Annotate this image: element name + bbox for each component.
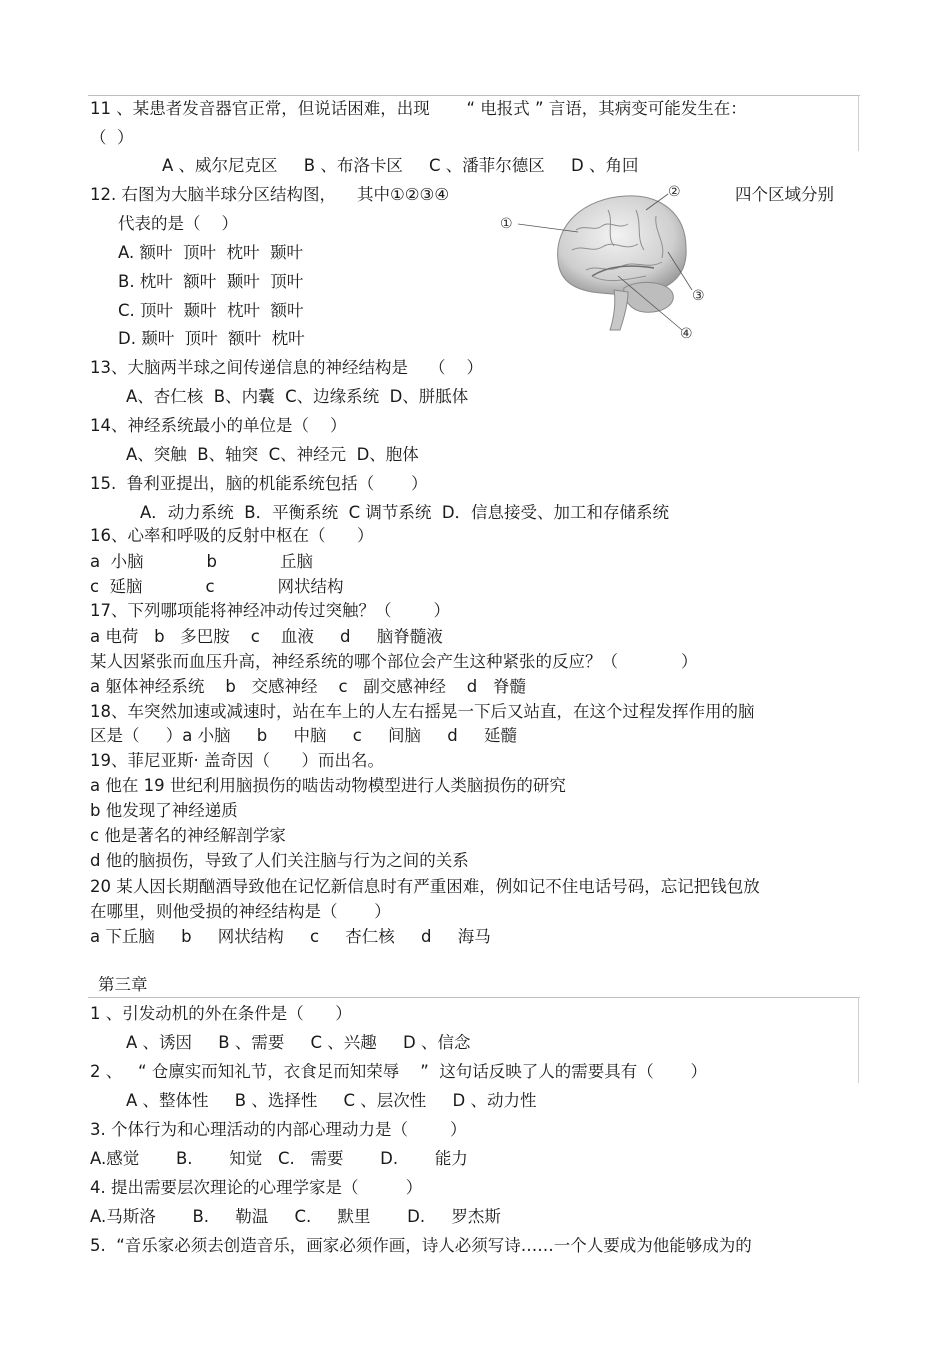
q13-stem: 13、大脑两半球之间传递信息的神经结构是 （ ） (90, 358, 483, 377)
q12-option-d: D. 颞叶 顶叶 额叶 枕叶 (118, 329, 305, 348)
q12-stem-cont: 代表的是（ ） (118, 214, 238, 233)
c2-stem: 2 、 “ 仓廪实而知礼节，衣食足而知荣辱 ” 这句话反映了人的需要具有（ ） (90, 1062, 708, 1081)
brain-lobes-figure (496, 180, 724, 342)
frame-line-right (858, 95, 859, 151)
q20-stem: 20 某人因长期酗酒导致他在记忆新信息时有严重困难，例如记不住电话号码，忘记把钱包放 (90, 877, 760, 896)
figure-marker-4: ④ (680, 326, 693, 342)
q19-option-c: c 他是著名的神经解剖学家 (90, 826, 286, 845)
frame-line-chapter3 (88, 997, 860, 998)
q19-stem: 19、菲尼亚斯· 盖奇因（ ）而出名。 (90, 751, 384, 770)
q16-stem: 16、心率和呼吸的反射中枢在（ ） (90, 526, 374, 545)
frame-line-top (88, 95, 860, 96)
c3-stem: 3. 个体行为和心理活动的内部心理动力是（ ） (90, 1120, 467, 1139)
q11-stem: 11 、某患者发音器官正常，但说话困难，出现 “ 电报式 ” 言语，其病变可能发生在： (90, 99, 747, 118)
chapter3-title: 第三章 (98, 975, 148, 994)
figure-marker-3: ③ (692, 288, 705, 304)
brain-stem (610, 290, 628, 330)
c4-options: A.马斯洛 B. 勒温 C. 默里 D. 罗杰斯 (90, 1207, 501, 1226)
q12-stem-right: 四个区域分别 (735, 185, 834, 204)
q17-stem: 17、下列哪项能将神经冲动传过突触？（ ） (90, 601, 450, 620)
q13-options: A、杏仁核 B、内囊 C、边缘系统 D、胼胝体 (126, 387, 469, 406)
q19-option-a: a 他在 19 世纪利用脑损伤的啮齿动物模型进行人类脑损伤的研究 (90, 776, 566, 795)
q12-stem-left: 12. 右图为大脑半球分区结构图， 其中①②③④ (90, 185, 450, 204)
q15-stem: 15. 鲁利亚提出，脑的机能系统包括（ ） (90, 474, 428, 493)
q15-options: A．动力系统 B．平衡系统 C 调节系统 D．信息接受、加工和存储系统 (140, 503, 670, 522)
c1-stem: 1 、引发动机的外在条件是（ ） (90, 1004, 352, 1023)
q18-cont: 区是（ ）a 小脑 b 中脑 c 间脑 d 延髓 (90, 726, 517, 745)
c5-stem: 5. “音乐家必须去创造音乐，画家必须作画，诗人必须写诗……一个人要成为他能够成为的 (90, 1236, 752, 1255)
q20-options: a 下丘脑 b 网状结构 c 杏仁核 d 海马 (90, 927, 491, 946)
frame-line-chapter3-right (858, 997, 859, 1083)
q16-row1: a 小脑 b 丘脑 (90, 552, 313, 571)
q12-option-b: B. 枕叶 额叶 颞叶 顶叶 (118, 272, 304, 291)
q12-option-c: C. 顶叶 颞叶 枕叶 额叶 (118, 301, 304, 320)
c4-stem: 4. 提出需要层次理论的心理学家是（ ） (90, 1178, 423, 1197)
q11-options: A 、威尔尼克区 B 、布洛卡区 C 、潘菲尔德区 D 、角回 (162, 156, 639, 175)
q-extra-stem: 某人因紧张而血压升高，神经系统的哪个部位会产生这种紧张的反应？（ ） (90, 652, 698, 671)
q14-options: A、突触 B、轴突 C、神经元 D、胞体 (126, 445, 419, 464)
q11-paren: （ ） (90, 128, 134, 147)
figure-marker-1: ① (500, 216, 513, 232)
q14-stem: 14、神经系统最小的单位是（ ） (90, 416, 347, 435)
q16-row2: c 延脑 c 网状结构 (90, 577, 344, 596)
q19-option-d: d 他的脑损伤，导致了人们关注脑与行为之间的关系 (90, 851, 469, 870)
q17-options: a 电荷 b 多巴胺 c 血液 d 脑脊髓液 (90, 627, 443, 646)
figure-marker-2: ② (668, 184, 681, 200)
q-extra-options: a 躯体神经系统 b 交感神经 c 副交感神经 d 脊髓 (90, 677, 527, 696)
q20-cont: 在哪里，则他受损的神经结构是（ ） (90, 902, 391, 921)
c2-options: A 、整体性 B 、选择性 C 、层次性 D 、动力性 (126, 1091, 537, 1110)
q19-option-b: b 他发现了神经递质 (90, 801, 238, 820)
c3-options: A.感觉 B. 知觉 C. 需要 D. 能力 (90, 1149, 468, 1168)
q18-stem: 18、车突然加速或减速时，站在车上的人左右摇晃一下后又站直，在这个过程发挥作用的脑 (90, 702, 755, 721)
c1-options: A 、诱因 B 、需要 C 、兴趣 D 、信念 (126, 1033, 471, 1052)
q12-option-a: A. 额叶 顶叶 枕叶 颞叶 (118, 243, 303, 262)
